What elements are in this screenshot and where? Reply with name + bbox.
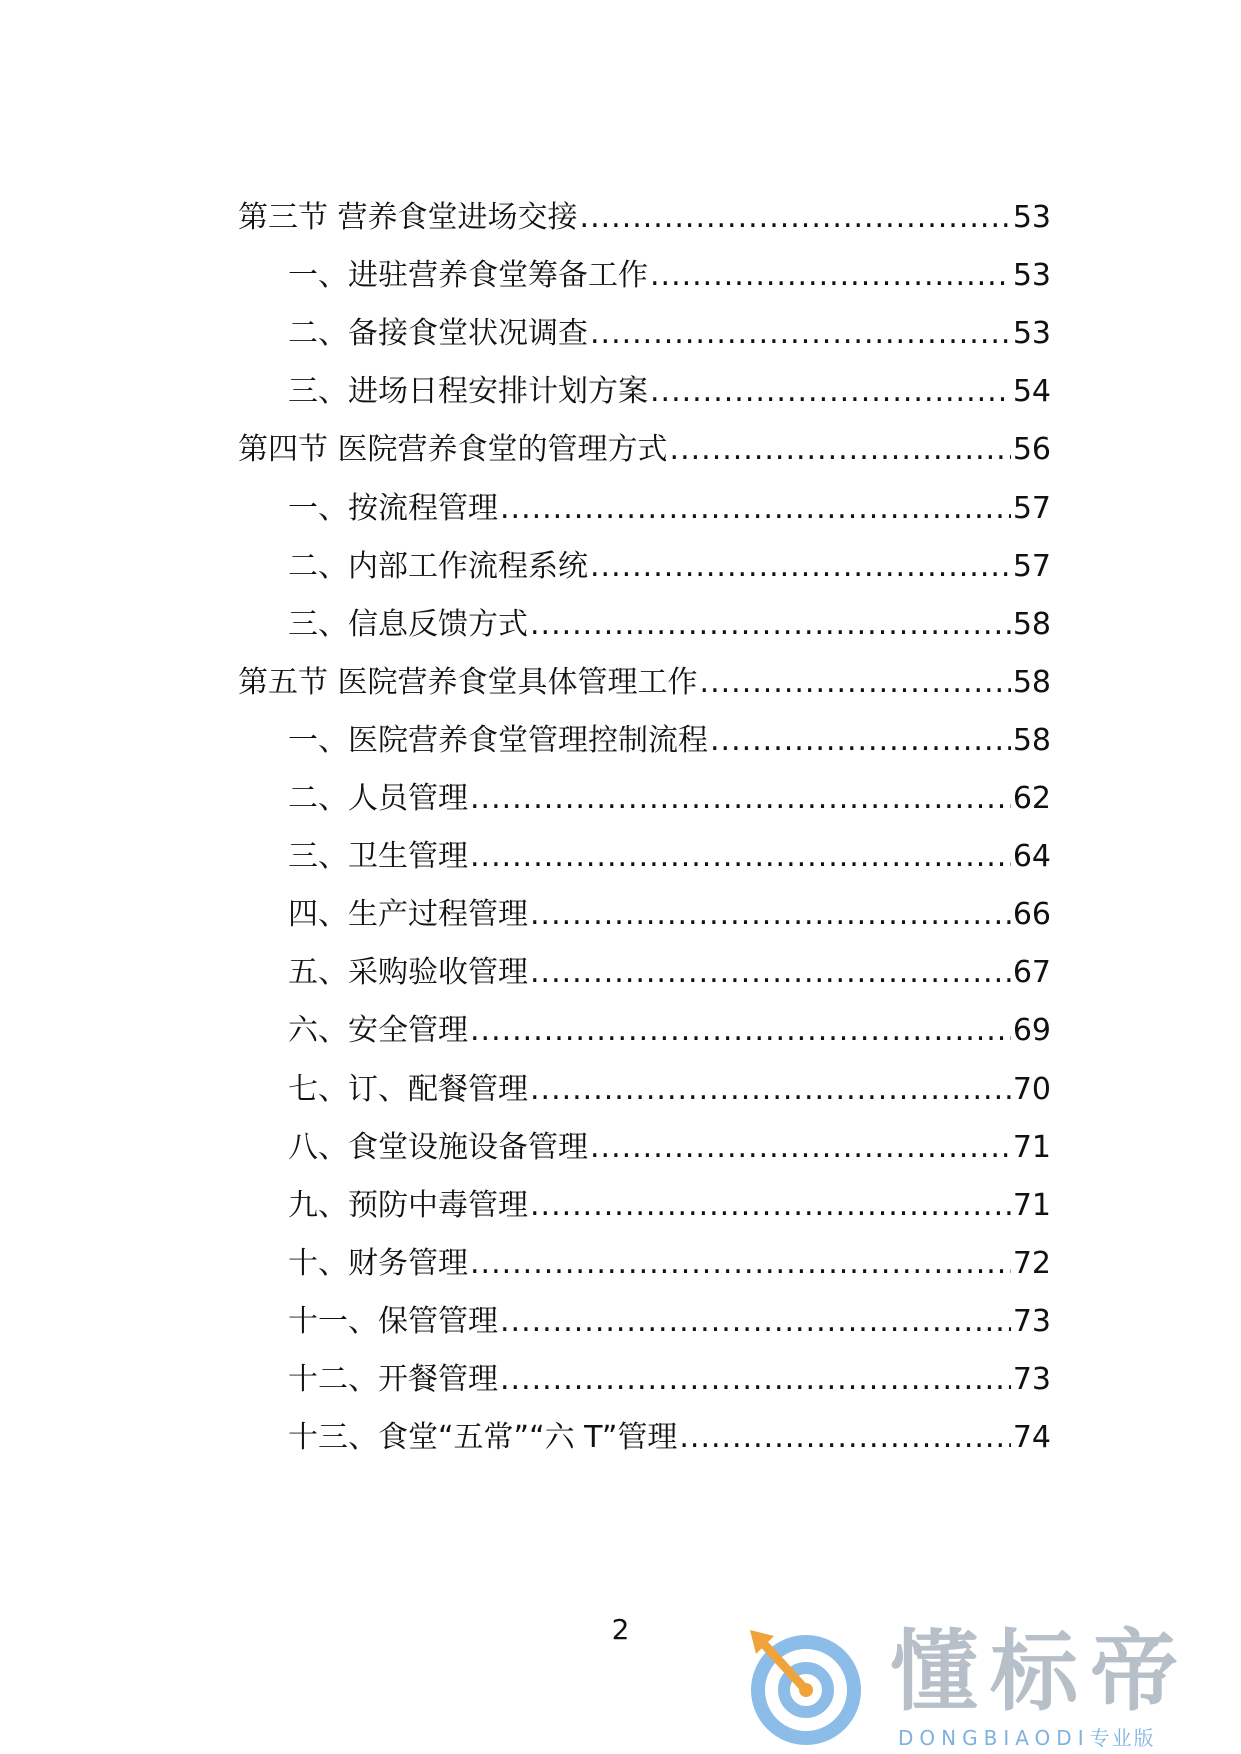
toc-entry-title: 第四节 医院营养食堂的管理方式	[238, 432, 668, 467]
toc-entry[interactable]	[288, 890, 1051, 940]
toc-entry-page: 72	[1012, 1246, 1051, 1281]
toc-dot-leader	[530, 1065, 1011, 1115]
toc-entry-title: 十一、保管管理	[288, 1304, 498, 1339]
toc-entry[interactable]	[288, 716, 1051, 766]
toc-dot-leader	[710, 716, 1011, 766]
toc-entry-title: 六、安全管理	[288, 1013, 468, 1048]
toc-dot-leader	[500, 484, 1011, 534]
toc-entry[interactable]	[288, 1239, 1051, 1289]
toc-entry-page: 66	[1012, 897, 1051, 932]
toc-entry-title: 一、按流程管理	[288, 491, 498, 526]
toc-entry[interactable]	[288, 251, 1051, 301]
toc-dot-leader	[590, 309, 1011, 359]
toc-dot-leader	[470, 774, 1011, 824]
toc-entry[interactable]	[288, 600, 1051, 650]
toc-entry-page: 70	[1012, 1072, 1051, 1107]
toc-dot-leader	[470, 1239, 1011, 1289]
toc-entry[interactable]	[288, 367, 1051, 417]
toc-entry[interactable]	[238, 425, 1051, 475]
toc-entry[interactable]	[288, 1123, 1051, 1173]
toc-entry-title: 二、备接食堂状况调查	[288, 316, 588, 351]
toc-dot-leader	[530, 600, 1011, 650]
page-number: 2	[611, 1613, 630, 1646]
watermark-subtitle-text: DONGBIAODI	[898, 1726, 1090, 1750]
toc-entry-page: 53	[1012, 316, 1051, 351]
toc-dot-leader	[590, 1123, 1011, 1173]
toc-entry-title: 五、采购验收管理	[288, 955, 528, 990]
toc-entry-title: 第五节 医院营养食堂具体管理工作	[238, 665, 698, 700]
toc-entry-page: 54	[1012, 374, 1051, 409]
toc-entry-page: 58	[1012, 607, 1051, 642]
toc-entry-page: 74	[1012, 1420, 1051, 1455]
toc-entry-page: 73	[1012, 1304, 1051, 1339]
toc-entry[interactable]	[288, 1006, 1051, 1056]
toc-entry[interactable]	[288, 542, 1051, 592]
toc-entry-title: 八、食堂设施设备管理	[288, 1130, 588, 1165]
toc-entry[interactable]	[288, 1355, 1051, 1405]
toc-entry-page: 57	[1012, 549, 1051, 584]
toc-entry-title: 十二、开餐管理	[288, 1362, 498, 1397]
toc-dot-leader	[679, 1413, 1010, 1463]
toc-dot-leader	[670, 425, 1011, 475]
toc-entry[interactable]	[288, 1297, 1051, 1347]
toc-dot-leader	[530, 890, 1011, 940]
toc-entry-title: 一、医院营养食堂管理控制流程	[288, 723, 708, 758]
watermark-subtitle	[898, 1726, 1156, 1750]
toc-entry-title: 三、进场日程安排计划方案	[288, 374, 648, 409]
toc-entry-title: 第三节 营养食堂进场交接	[238, 200, 578, 235]
toc-entry[interactable]	[288, 484, 1051, 534]
toc-entry[interactable]	[288, 1065, 1051, 1115]
toc-dot-leader	[650, 367, 1011, 417]
toc-dot-leader	[590, 542, 1011, 592]
toc-entry-title: 二、内部工作流程系统	[288, 549, 588, 584]
toc-entry-title: 四、生产过程管理	[288, 897, 528, 932]
toc-entry[interactable]	[288, 1413, 1051, 1463]
toc-entry-title: 二、人员管理	[288, 781, 468, 816]
toc-dot-leader	[500, 1355, 1011, 1405]
watermark-title: 懂标帝	[890, 1620, 1191, 1723]
toc-entry-title: 十三、食堂“五常”“六 T”管理	[288, 1420, 678, 1455]
toc-entry-page: 56	[1012, 432, 1051, 467]
toc-entry-page: 62	[1012, 781, 1051, 816]
toc-entry[interactable]	[288, 832, 1051, 882]
toc-entry-page: 53	[1012, 200, 1051, 235]
toc-dot-leader	[700, 658, 1011, 708]
toc-entry-page: 58	[1012, 723, 1051, 758]
toc-entry[interactable]	[288, 1181, 1051, 1231]
toc-entry-page: 71	[1012, 1188, 1051, 1223]
toc-entry-title: 三、信息反馈方式	[288, 607, 528, 642]
toc-entry-title: 十、财务管理	[288, 1246, 468, 1281]
toc-entry-page: 58	[1012, 665, 1051, 700]
toc-dot-leader	[580, 193, 1011, 243]
toc-entry-title: 三、卫生管理	[288, 839, 468, 874]
toc-entry[interactable]	[238, 658, 1051, 708]
toc-entry[interactable]	[288, 948, 1051, 998]
toc-dot-leader	[470, 1006, 1011, 1056]
target-arrow-icon	[740, 1620, 870, 1750]
toc-dot-leader	[470, 832, 1011, 882]
toc-entry-page: 67	[1012, 955, 1051, 990]
toc-entry[interactable]	[238, 193, 1051, 243]
toc-dot-leader	[500, 1297, 1011, 1347]
toc-entry-page: 71	[1012, 1130, 1051, 1165]
toc-entry-title: 一、进驻营养食堂筹备工作	[288, 258, 648, 293]
toc-entry[interactable]	[288, 774, 1051, 824]
toc-entry-title: 九、预防中毒管理	[288, 1188, 528, 1223]
watermark	[740, 1620, 1220, 1754]
toc-dot-leader	[530, 1181, 1011, 1231]
toc-entry-page: 69	[1012, 1013, 1051, 1048]
toc-dot-leader	[530, 948, 1011, 998]
toc-entry-page: 53	[1012, 258, 1051, 293]
watermark-tag: 专业版	[1089, 1726, 1156, 1750]
toc-entry-page: 73	[1012, 1362, 1051, 1397]
toc-entry[interactable]	[288, 309, 1051, 359]
toc-entry-page: 64	[1012, 839, 1051, 874]
toc-dot-leader	[650, 251, 1011, 301]
toc-entry-title: 七、订、配餐管理	[288, 1072, 528, 1107]
toc-entry-page: 57	[1012, 491, 1051, 526]
